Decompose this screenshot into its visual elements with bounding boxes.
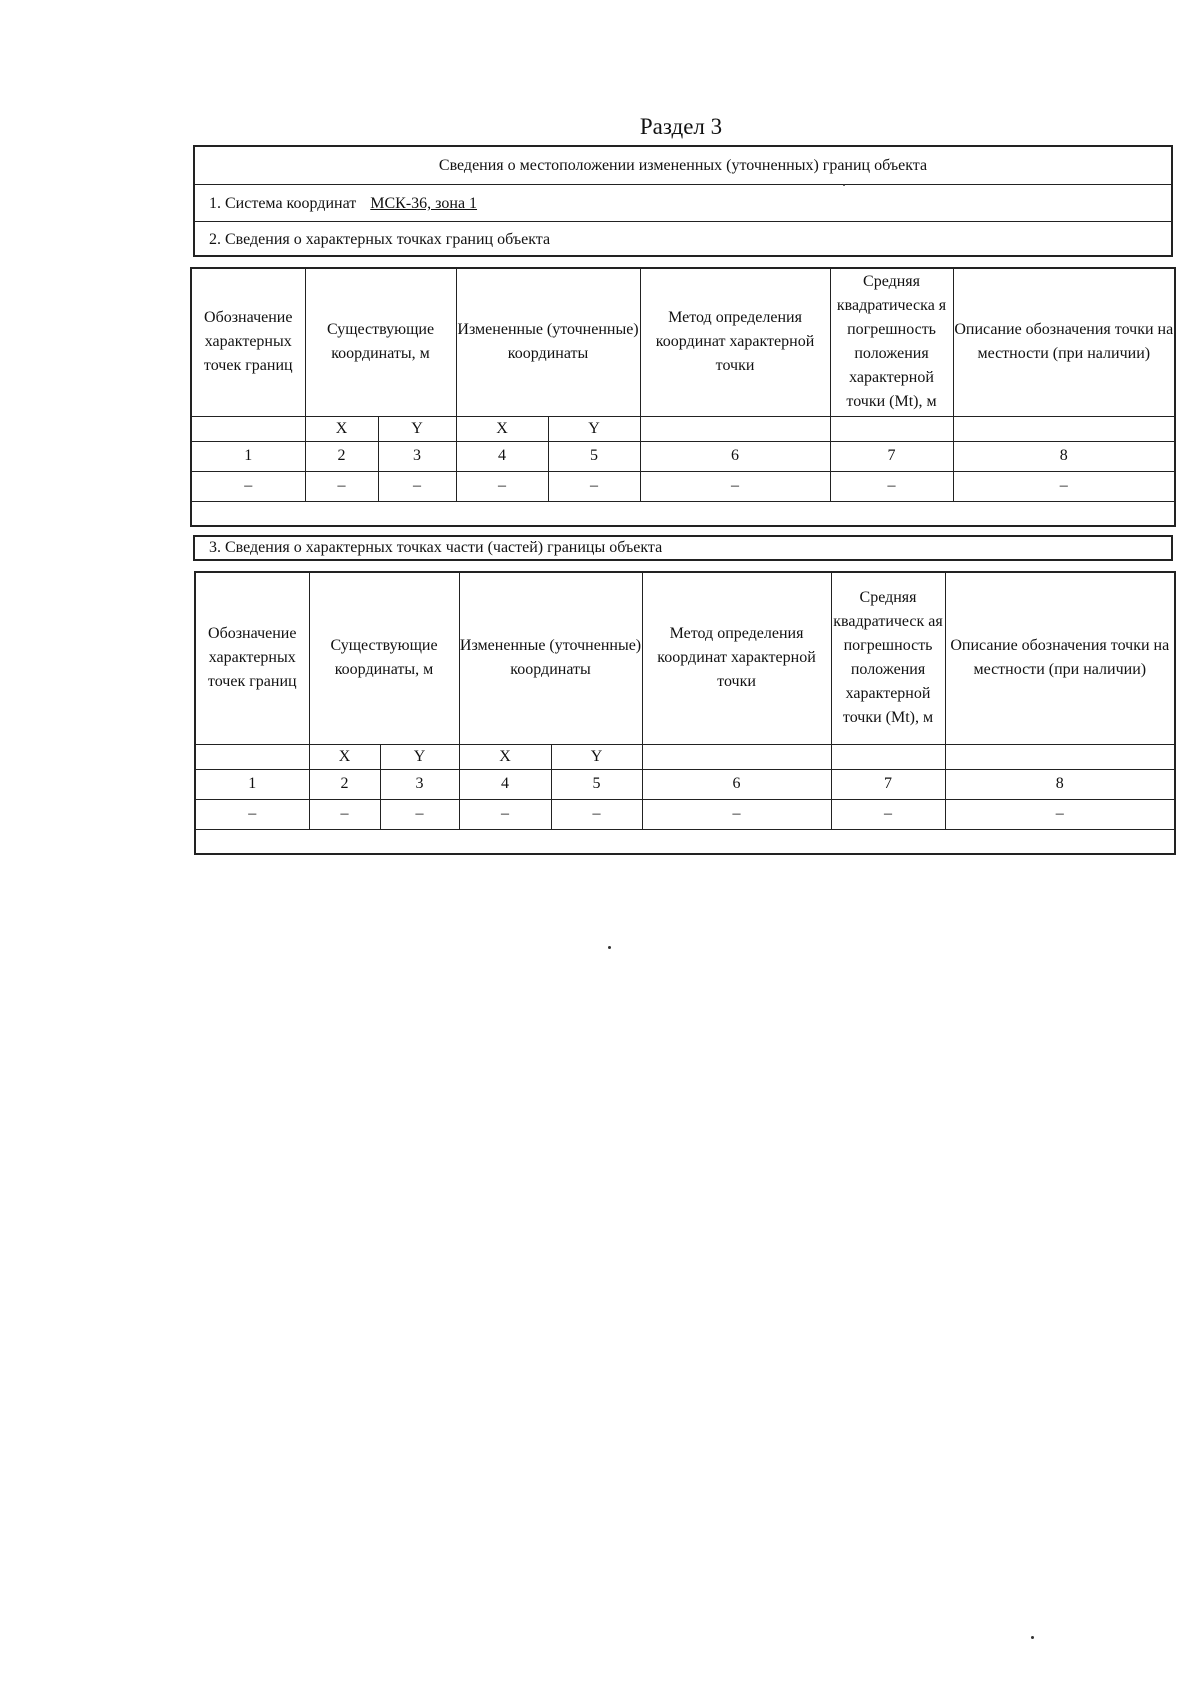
boundary-points-table [190,267,1176,527]
table-axis-row [195,744,1175,769]
col-point-designation: Обозначение характерных точек границ [191,268,305,416]
table-number-row: 1 2 3 4 5 6 7 8 [191,441,1175,471]
coordinate-system-value: МСК-36, зона 1 [370,195,478,212]
table-row: – – – – – – – – [191,471,1175,501]
scan-speck [608,946,611,949]
table-empty-row [195,829,1175,854]
col-description: Описание обозначения точки на местности (при наличии) [945,572,1175,744]
axis-x: X [309,744,380,769]
col-method: Метод определения координат характерной точки [642,572,831,744]
axis-x: X [305,416,378,441]
table-header-row [195,572,1175,744]
axis-y: Y [548,416,640,441]
axis-y: Y [378,416,456,441]
table-axis-row [191,416,1175,441]
part-points-table [194,571,1176,855]
table-empty-row [191,501,1175,526]
col-changed-coords: Измененные (уточненные) координаты [456,268,640,416]
col-error: Средняя квадратическ ая погрешность положения характерной точки (Mt), м [831,572,945,744]
table-header-row [191,268,1175,416]
coordinate-system-label: 1. Система координат [209,195,357,212]
col-error: Средняя квадратическа я погрешность положения характерной точки (Mt), м [830,268,953,416]
points-label: 2. Сведения о характерных точках границ объекта [209,231,551,248]
scan-speck [843,184,845,186]
part-points-label: 3. Сведения о характерных точках части (частей) границы объекта [193,535,1173,561]
col-description: Описание обозначения точки на местности (при наличии) [953,268,1175,416]
axis-x: X [459,744,551,769]
axis-y: Y [551,744,642,769]
section-title: Раздел 3 [639,114,723,139]
coordinate-system-row [195,185,1171,222]
col-point-designation: Обозначение характерных точек границ [195,572,309,744]
col-existing-coords: Существующие координаты, м [305,268,456,416]
info-header: Сведения о местоположении измененных (уточненных) границ объекта [195,147,1171,185]
axis-y: Y [380,744,459,769]
info-box [193,145,1173,257]
table-row: – – – – – – – – [195,799,1175,829]
col-existing-coords: Существующие координаты, м [309,572,459,744]
axis-x: X [456,416,548,441]
scan-speck [1031,1636,1034,1639]
col-changed-coords: Измененные (уточненные) координаты [459,572,642,744]
table-number-row: 1 2 3 4 5 6 7 8 [195,769,1175,799]
col-method: Метод определения координат характерной точки [640,268,830,416]
